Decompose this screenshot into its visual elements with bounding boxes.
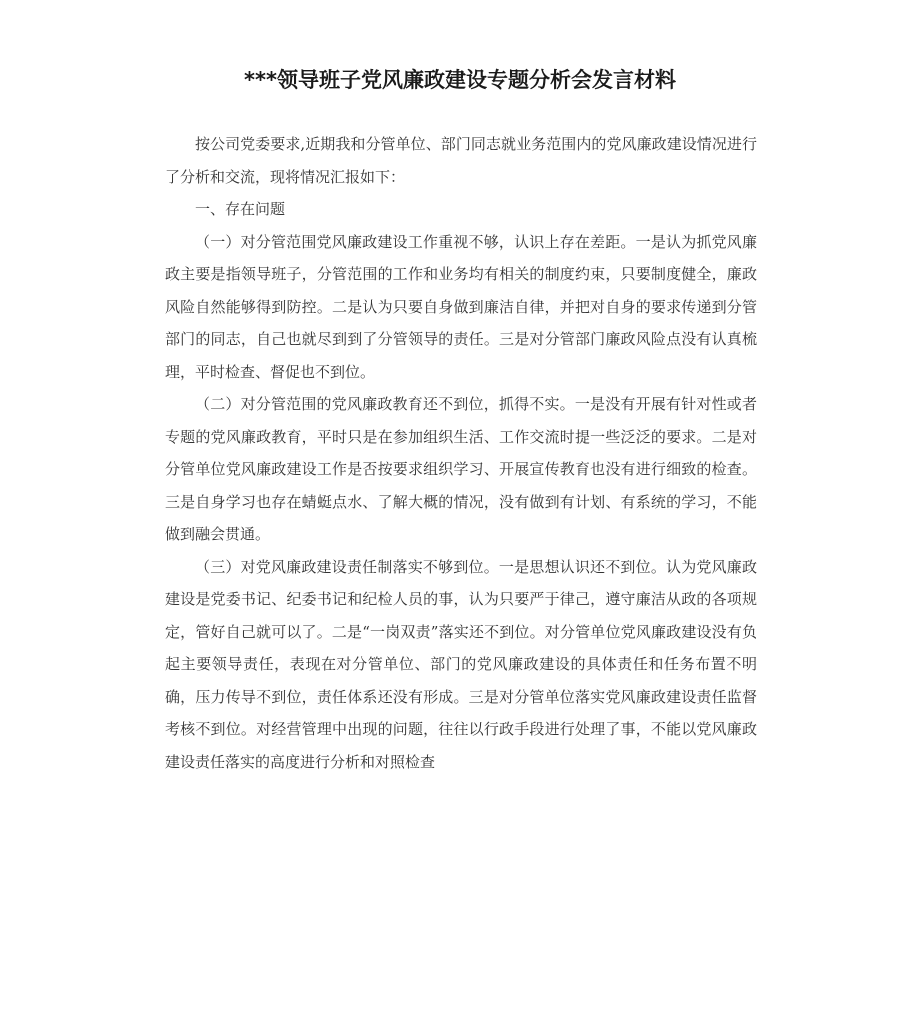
section-heading-problems: 一、存在问题 <box>195 200 286 218</box>
paragraph-item-1: （一）对分管范围党风廉政建设工作重视不够，认识上存在差距。一是认为抓党风廉政主要是指领导班子，分管范围的工作和业务均有相关的制度约束，只要制度健全，廉政风险自然能够得到防控。二是认为只要自身做到廉洁自律，并把对自身的要求传递到分管部门的同志，自己也就尽到到了分管领导的责任。三是对分管部门廉政风险点没有认真梳理，平时检查、督促也不到位。 <box>165 232 757 381</box>
paragraph-item-3: （三）对党风廉政建设责任制落实不够到位。一是思想认识还不到位。认为党风廉政建设是党委书记、纪委书记和纪检人员的事，认为只要严于律己，遵守廉洁从政的各项规定，管好自己就可以了。二是“一岗双责”落实还不到位。对分管单位党风廉政建设没有负起主要领导责任，表现在对分管单位、部门的党风廉政建设的具体责任和任务布置不明确，压力传导不到位，责任体系还没有形成。三是对分管单位落实党风廉政建设责任监督考核不到位。对经营管理中出现的问题，往往以行政手段进行处理了事，不能以党风廉政建设责任落实的高度进行分析和对照检查 <box>165 557 757 771</box>
document-body <box>165 128 757 778</box>
document-title: ***领导班子党风廉政建设专题分析会发言材料 <box>244 68 676 92</box>
paragraph-item-2: （二）对分管范围的党风廉政教育还不到位，抓得不实。一是没有开展有针对性或者专题的党风廉政教育，平时只是在参加组织生活、工作交流时提一些泛泛的要求。二是对分管单位党风廉政建设工作是否按要求组织学习、开展宣传教育也没有进行细致的检查。三是自身学习也存在蜻蜓点水、了解大概的情况，没有做到有计划、有系统的学习，不能做到融会贯通。 <box>165 395 757 543</box>
paragraph-intro: 按公司党委要求,近期我和分管单位、部门同志就业务范围内的党风廉政建设情况进行了分析和交流，现将情况汇报如下： <box>165 135 757 186</box>
